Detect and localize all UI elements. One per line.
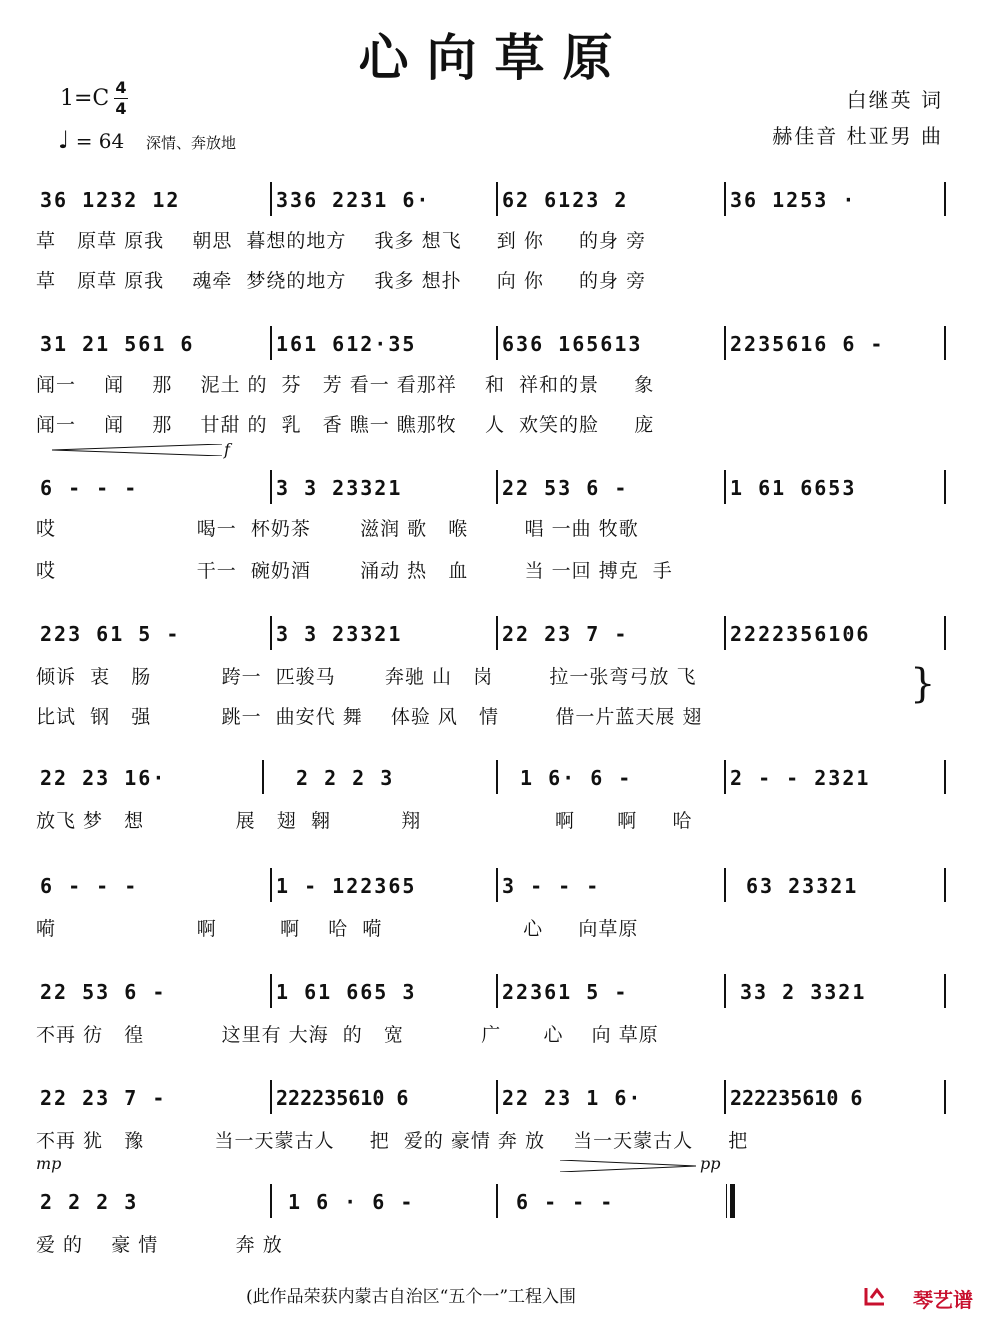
measure xyxy=(272,868,494,900)
barline xyxy=(944,760,946,794)
lyric-verse-1: 哎 喝一 杯奶茶 滋润 歌 喉 唱 一曲 牧歌 xyxy=(36,518,639,540)
notes: 33 2 3321 xyxy=(740,980,867,1004)
notes: 223 61 5 - xyxy=(40,622,181,646)
decrescendo-hairpin xyxy=(560,1160,696,1172)
notes: 3 - - - xyxy=(502,874,601,898)
dynamic-mezzo-piano: mp xyxy=(36,1154,62,1173)
notes: 36 1253 · xyxy=(730,188,857,212)
measure-row xyxy=(36,616,948,648)
measure xyxy=(36,760,262,792)
measure xyxy=(498,182,722,214)
measure xyxy=(498,616,722,648)
notes: 1 61 6653 xyxy=(730,476,857,500)
measure xyxy=(498,326,722,358)
logo-mark-icon xyxy=(863,1284,887,1308)
lyric-verse-2: 比试 钢 强 跳一 曲安代 舞 体验 风 情 借一片蓝天展 翅 xyxy=(36,706,703,728)
lyricist-credit: 白继英 词 xyxy=(846,88,943,112)
measure xyxy=(726,1080,944,1112)
notes: 222235610 6 xyxy=(730,1086,863,1110)
lyric-verse-2: 草 原草 原我 魂牵 梦绕的地方 我多 想扑 向 你 的身 旁 xyxy=(36,270,647,292)
notes: 1 6 · 6 - xyxy=(288,1190,415,1214)
tempo-marking xyxy=(58,126,124,154)
measure xyxy=(726,868,944,900)
measure xyxy=(272,1080,494,1112)
verse-brace-icon: } xyxy=(910,661,936,707)
notes: 2 2 2 3 xyxy=(296,766,395,790)
measure xyxy=(726,616,944,648)
expression-marking: 深情、奔放地 xyxy=(146,134,237,152)
notes: 22 23 7 - xyxy=(40,1086,167,1110)
measure-row xyxy=(36,760,948,792)
measure-row xyxy=(36,326,948,358)
measure xyxy=(272,182,494,214)
measure-row xyxy=(36,1184,948,1216)
notes: 22 23 1 6· xyxy=(502,1086,643,1110)
measure xyxy=(726,974,944,1006)
notes: 22 53 6 - xyxy=(40,980,167,1004)
measure xyxy=(726,182,944,214)
notes: 2222356106 xyxy=(730,622,871,646)
measure xyxy=(36,470,268,502)
notes: 3 3 23321 xyxy=(276,476,403,500)
measure xyxy=(726,470,944,502)
notes: 22361 5 - xyxy=(502,980,629,1004)
notes: 62 6123 2 xyxy=(502,188,629,212)
measure-row xyxy=(36,868,948,900)
notes: 6 - - - xyxy=(516,1190,615,1214)
barline xyxy=(944,616,946,650)
notes: 31 21 561 6 xyxy=(40,332,195,356)
measure xyxy=(498,868,722,900)
notes: 6 - - - xyxy=(40,874,139,898)
lyric-verse-1: 不再 犹 豫 当一天蒙古人 把 爱的 豪情 奔 放 当一天蒙古人 把 xyxy=(36,1130,749,1152)
measure xyxy=(498,1080,722,1112)
measure xyxy=(272,326,494,358)
lyric-verse-2: 闻一 闻 那 甘甜 的 乳 香 瞧一 瞧那牧 人 欢笑的脸 庞 xyxy=(36,414,655,436)
barline xyxy=(262,760,264,794)
notes: 22 23 16· xyxy=(40,766,167,790)
barline xyxy=(944,1080,946,1114)
dynamic-forte: f xyxy=(224,440,230,459)
measure xyxy=(272,470,494,502)
measure xyxy=(36,182,268,214)
dynamic-pianissimo: pp xyxy=(700,1154,721,1173)
measure xyxy=(36,1184,268,1216)
measure xyxy=(726,760,944,792)
time-signature-top: 4 xyxy=(115,78,127,97)
notes: 22 53 6 - xyxy=(502,476,629,500)
site-logo: 琴艺谱 xyxy=(913,1288,973,1312)
barline xyxy=(944,470,946,504)
notes: 636 165613 xyxy=(502,332,643,356)
measure-row xyxy=(36,470,948,502)
lyric-verse-1: 放飞 梦 想 展 翅 翱 翔 啊 啊 哈 xyxy=(36,810,693,832)
measure xyxy=(272,1184,494,1216)
notes: 1 6· 6 - xyxy=(520,766,633,790)
notes: 2235616 6 - xyxy=(730,332,885,356)
barline xyxy=(944,182,946,216)
measure xyxy=(36,868,268,900)
tempo-value: = 64 xyxy=(75,129,125,153)
notes: 1 - 122365 xyxy=(276,874,417,898)
notes: 63 23321 xyxy=(746,874,859,898)
quarter-note-icon: ♩ xyxy=(58,126,70,154)
lyric-verse-1: 草 原草 原我 朝思 暮想的地方 我多 想飞 到 你 的身 旁 xyxy=(36,230,647,252)
notes: 222235610 6 xyxy=(276,1086,409,1110)
lyric-verse-1: 闻一 闻 那 泥土 的 芬 芳 看一 看那祥 和 祥和的景 象 xyxy=(36,374,655,396)
barline xyxy=(726,1184,727,1218)
notes: 22 23 7 - xyxy=(502,622,629,646)
crescendo-hairpin xyxy=(52,444,222,456)
time-signature-bottom: 4 xyxy=(115,99,127,118)
notes: 2 2 2 3 xyxy=(40,1190,139,1214)
notes: 1 61 665 3 xyxy=(276,980,417,1004)
lyric-verse-1: 爱 的 豪 情 奔 放 xyxy=(36,1234,283,1256)
measure xyxy=(272,760,494,792)
measure xyxy=(498,974,722,1006)
measure xyxy=(498,760,722,792)
measure-row xyxy=(36,974,948,1006)
key-signature: 1=C xyxy=(60,86,110,111)
notes: 161 612·35 xyxy=(276,332,417,356)
barline xyxy=(944,974,946,1008)
measure xyxy=(272,974,494,1006)
barline xyxy=(944,326,946,360)
award-footnote: (此作品荣获内蒙古自治区“五个一”工程入围 xyxy=(246,1287,577,1307)
measure xyxy=(726,326,944,358)
lyric-verse-1: 倾诉 衷 肠 跨一 匹骏马 奔驰 山 岗 拉一张弯弓放 飞 xyxy=(36,666,697,688)
time-signature xyxy=(114,80,128,117)
measure xyxy=(498,1184,722,1216)
measure xyxy=(36,326,268,358)
barline xyxy=(944,868,946,902)
measure xyxy=(36,616,268,648)
measure-row xyxy=(36,182,948,214)
measure xyxy=(498,470,722,502)
lyric-verse-1: 不再 彷 徨 这里有 大海 的 宽 广 心 向 草原 xyxy=(36,1024,659,1046)
lyric-verse-2: 哎 干一 碗奶酒 涌动 热 血 当 一回 搏克 手 xyxy=(36,560,673,582)
measure xyxy=(36,974,268,1006)
measure xyxy=(272,616,494,648)
notes: 6 - - - xyxy=(40,476,139,500)
notes: 36 1232 12 xyxy=(40,188,181,212)
song-title: 心向草原 xyxy=(358,28,631,87)
composer-credit: 赫佳音 杜亚男 曲 xyxy=(772,124,943,148)
notes: 3 3 23321 xyxy=(276,622,403,646)
notes: 336 2231 6· xyxy=(276,188,431,212)
final-barline xyxy=(730,1184,735,1218)
measure xyxy=(36,1080,268,1112)
lyric-verse-1: 嗬 啊 啊 哈 嗬 心 向草原 xyxy=(36,918,639,940)
notes: 2 - - 2321 xyxy=(730,766,871,790)
measure-row xyxy=(36,1080,948,1112)
